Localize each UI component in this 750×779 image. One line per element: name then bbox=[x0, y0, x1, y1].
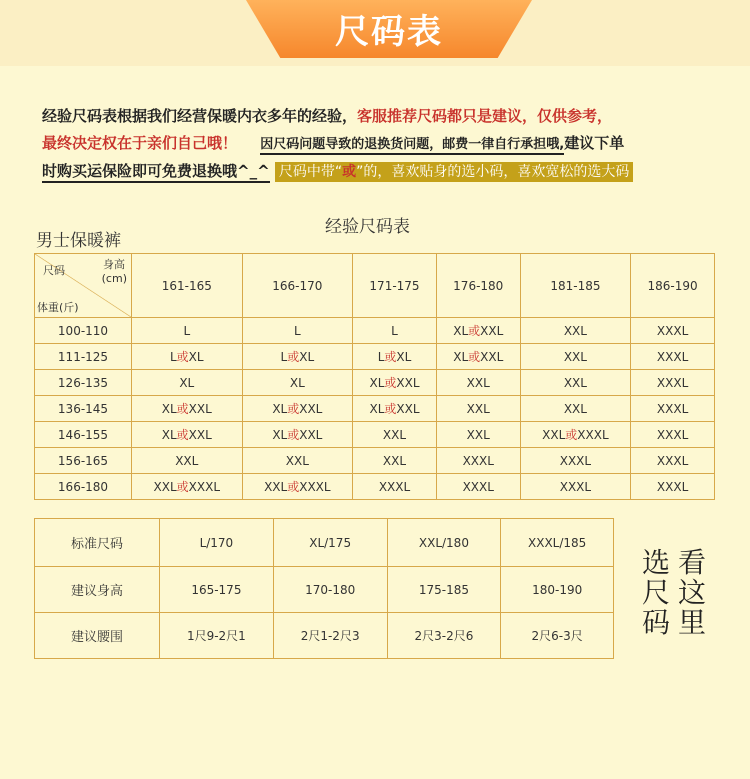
weight-cell: 126-135 bbox=[35, 370, 132, 396]
size-value: L bbox=[169, 350, 177, 364]
standard-value: 2尺6-3尺 bbox=[501, 613, 614, 659]
notice-line-3 bbox=[42, 160, 633, 181]
corner-weight-label: 体重(斤) bbox=[37, 301, 79, 314]
size-value: XXL bbox=[175, 453, 199, 468]
page-title: 尺码表 bbox=[335, 12, 443, 52]
size-value: XL bbox=[396, 350, 412, 364]
size-value: XXL bbox=[396, 402, 420, 416]
size-value: XXL bbox=[382, 427, 407, 442]
size-value: XXL bbox=[542, 428, 566, 442]
size-cell bbox=[631, 318, 715, 344]
size-value: XXXL bbox=[656, 479, 689, 494]
size-value: XXL bbox=[188, 428, 212, 442]
size-value: XXL bbox=[188, 402, 212, 416]
or-word: 或 bbox=[287, 350, 300, 364]
weight-cell: 146-155 bbox=[35, 422, 132, 448]
size-value: XXL bbox=[563, 323, 587, 338]
side-note-char: 选 bbox=[642, 546, 671, 579]
notice-line-1 bbox=[42, 105, 612, 126]
or-word: 或 bbox=[384, 350, 397, 364]
size-value: XL bbox=[161, 428, 177, 442]
size-value: XXXL bbox=[462, 479, 494, 494]
size-value: XXL bbox=[466, 401, 490, 416]
size-cell bbox=[132, 318, 243, 344]
size-value: XXXL bbox=[577, 428, 609, 442]
notice-highlight-text: ”的，喜欢贴身的选小码，喜欢宽松的选大码 bbox=[356, 164, 630, 180]
size-value: XXXL bbox=[656, 375, 689, 390]
notice-highlight-text: 尺码中带“ bbox=[278, 164, 343, 180]
size-value: L bbox=[377, 350, 385, 364]
side-note-char: 这 bbox=[678, 576, 707, 609]
height-col-header: 171-175 bbox=[353, 254, 437, 318]
size-cell bbox=[631, 422, 715, 448]
size-value: XL bbox=[188, 350, 204, 364]
size-cell bbox=[353, 318, 437, 344]
size-cell bbox=[436, 344, 520, 370]
standard-value: 1尺9-2尺1 bbox=[160, 613, 274, 659]
size-cell bbox=[520, 318, 631, 344]
standard-value: 175-185 bbox=[387, 567, 501, 613]
size-value: XXXL bbox=[559, 479, 592, 494]
size-cell bbox=[132, 370, 243, 396]
or-word: 或 bbox=[176, 428, 189, 442]
size-value: XXL bbox=[382, 453, 407, 468]
size-cell bbox=[520, 370, 631, 396]
size-value: XXXL bbox=[378, 479, 411, 494]
size-value: XXXL bbox=[188, 480, 221, 494]
size-value: XXXL bbox=[462, 453, 494, 468]
standard-value: XXXL/185 bbox=[501, 519, 614, 567]
notice-text-red: 客服推荐尺码都只是建议，仅供参考， bbox=[357, 107, 613, 125]
row-label: 建议腰围 bbox=[35, 613, 160, 659]
size-cell bbox=[132, 448, 243, 474]
size-value: XL bbox=[289, 375, 305, 390]
weight-cell: 156-165 bbox=[35, 448, 132, 474]
weight-cell: 100-110 bbox=[35, 318, 132, 344]
size-table bbox=[34, 253, 715, 500]
size-cell bbox=[353, 344, 437, 370]
size-cell bbox=[132, 396, 243, 422]
size-value: XXL bbox=[480, 350, 504, 364]
weight-cell: 111-125 bbox=[35, 344, 132, 370]
size-value: XXL bbox=[299, 402, 323, 416]
notice-text-red: 最终决定权在于亲们自己哦！ bbox=[42, 134, 238, 152]
or-word: 或 bbox=[468, 350, 481, 364]
or-word: 或 bbox=[468, 324, 481, 338]
size-cell bbox=[436, 448, 520, 474]
size-value: L bbox=[391, 323, 398, 338]
notice-text-underlined: 时购买运保险即可免费退换哦^_^ bbox=[42, 162, 270, 183]
size-cell bbox=[436, 370, 520, 396]
size-cell bbox=[631, 396, 715, 422]
size-cell bbox=[436, 396, 520, 422]
or-word: 或 bbox=[384, 402, 397, 416]
side-note-left bbox=[642, 548, 670, 638]
weight-cell: 136-145 bbox=[35, 396, 132, 422]
size-cell bbox=[520, 396, 631, 422]
row-label: 标准尺码 bbox=[35, 519, 160, 567]
size-value: L bbox=[294, 323, 301, 338]
size-cell bbox=[242, 396, 353, 422]
size-value: XXL bbox=[466, 427, 490, 442]
or-word: 或 bbox=[176, 480, 189, 494]
notice-line-2 bbox=[42, 132, 624, 153]
size-value: L bbox=[183, 323, 191, 338]
table-row bbox=[35, 396, 715, 422]
or-word: 或 bbox=[176, 402, 189, 416]
size-cell bbox=[132, 422, 243, 448]
size-value: XXL bbox=[563, 375, 587, 390]
size-value: XXXL bbox=[299, 480, 331, 494]
or-word: 或 bbox=[287, 402, 300, 416]
size-cell bbox=[353, 448, 437, 474]
size-cell bbox=[436, 422, 520, 448]
standard-value: XL/175 bbox=[273, 519, 387, 567]
corner-size-label: 尺码 bbox=[43, 264, 65, 277]
notice-text-underlined: 因尺码问题导致的退换货问题，邮费一律自行承担哦, bbox=[260, 137, 564, 155]
size-cell bbox=[242, 318, 353, 344]
standard-value: XXL/180 bbox=[387, 519, 501, 567]
corner-cell bbox=[35, 254, 132, 318]
size-cell bbox=[520, 474, 631, 500]
table-row bbox=[35, 519, 614, 567]
table-row bbox=[35, 422, 715, 448]
side-note-char: 尺 bbox=[642, 576, 671, 609]
size-cell bbox=[132, 474, 243, 500]
size-value: XL bbox=[369, 402, 385, 416]
size-cell bbox=[436, 318, 520, 344]
size-cell bbox=[631, 370, 715, 396]
size-value: XXXL bbox=[559, 453, 592, 468]
side-note-char: 里 bbox=[678, 606, 707, 639]
banner bbox=[0, 0, 750, 66]
size-value: XXXL bbox=[656, 349, 689, 364]
or-word: 或 bbox=[384, 376, 397, 390]
or-word: 或 bbox=[287, 428, 300, 442]
size-value: XXXL bbox=[656, 323, 689, 338]
corner-unit-label: (cm) bbox=[101, 272, 127, 285]
size-cell bbox=[242, 344, 353, 370]
or-word: 或 bbox=[287, 480, 300, 494]
height-col-header: 181-185 bbox=[520, 254, 631, 318]
standard-value: 180-190 bbox=[501, 567, 614, 613]
table-row bbox=[35, 567, 614, 613]
standard-value: 2尺3-2尺6 bbox=[387, 613, 501, 659]
size-cell bbox=[132, 344, 243, 370]
size-value: XL bbox=[453, 350, 469, 364]
size-value: XXL bbox=[396, 376, 420, 390]
size-value: XL bbox=[161, 402, 177, 416]
height-col-header: 186-190 bbox=[631, 254, 715, 318]
notice-highlight bbox=[275, 162, 634, 182]
size-cell bbox=[242, 448, 353, 474]
size-cell bbox=[353, 370, 437, 396]
height-col-header: 166-170 bbox=[242, 254, 353, 318]
size-cell bbox=[520, 344, 631, 370]
size-value: XXL bbox=[285, 453, 309, 468]
product-name: 男士保暖裤 bbox=[36, 231, 121, 251]
size-value: XXL bbox=[563, 349, 587, 364]
row-label: 建议身高 bbox=[35, 567, 160, 613]
height-col-header: 176-180 bbox=[436, 254, 520, 318]
table-row bbox=[35, 474, 715, 500]
size-value: XL bbox=[272, 428, 288, 442]
or-word: 或 bbox=[176, 350, 189, 364]
size-table-caption: 经验尺码表 bbox=[325, 217, 410, 237]
standard-value: 2尺1-2尺3 bbox=[273, 613, 387, 659]
size-value: XXXL bbox=[656, 427, 689, 442]
standard-size-table bbox=[34, 518, 614, 659]
size-value: XL bbox=[453, 324, 469, 338]
size-cell bbox=[242, 370, 353, 396]
size-cell bbox=[353, 474, 437, 500]
size-cell bbox=[242, 474, 353, 500]
size-value: XXL bbox=[563, 401, 587, 416]
size-value: XL bbox=[299, 350, 315, 364]
notice-text: 建议下单 bbox=[564, 134, 625, 152]
weight-cell: 166-180 bbox=[35, 474, 132, 500]
size-cell bbox=[520, 448, 631, 474]
size-value: XXXL bbox=[656, 401, 689, 416]
side-note-char: 看 bbox=[678, 546, 707, 579]
corner-height-label: 身高 bbox=[103, 258, 125, 271]
table-row bbox=[35, 318, 715, 344]
size-value: XL bbox=[272, 402, 288, 416]
size-value: XL bbox=[179, 375, 195, 390]
notice-highlight-or: 或 bbox=[342, 164, 357, 180]
side-note-char: 码 bbox=[642, 606, 671, 639]
size-value: XXL bbox=[466, 375, 490, 390]
size-cell bbox=[353, 422, 437, 448]
standard-value: 165-175 bbox=[160, 567, 274, 613]
size-cell bbox=[520, 422, 631, 448]
standard-value: L/170 bbox=[160, 519, 274, 567]
size-value: XXXL bbox=[656, 453, 689, 468]
size-table-header bbox=[35, 254, 715, 318]
table-row bbox=[35, 448, 715, 474]
size-value: XXL bbox=[480, 324, 504, 338]
size-cell bbox=[242, 422, 353, 448]
standard-value: 170-180 bbox=[273, 567, 387, 613]
table-row bbox=[35, 613, 614, 659]
size-value: L bbox=[280, 350, 288, 364]
notice-text: 经验尺码表根据我们经营保暖内衣多年的经验， bbox=[42, 107, 358, 125]
table-row bbox=[35, 344, 715, 370]
size-cell bbox=[436, 474, 520, 500]
size-value: XL bbox=[369, 376, 385, 390]
size-cell bbox=[631, 474, 715, 500]
height-col-header: 161-165 bbox=[132, 254, 243, 318]
or-word: 或 bbox=[565, 428, 578, 442]
side-note-right bbox=[678, 548, 706, 638]
size-value: XXL bbox=[264, 480, 288, 494]
size-cell bbox=[631, 448, 715, 474]
table-row bbox=[35, 370, 715, 396]
size-value: XXL bbox=[299, 428, 323, 442]
size-cell bbox=[631, 344, 715, 370]
size-value: XXL bbox=[153, 480, 177, 494]
size-cell bbox=[353, 396, 437, 422]
